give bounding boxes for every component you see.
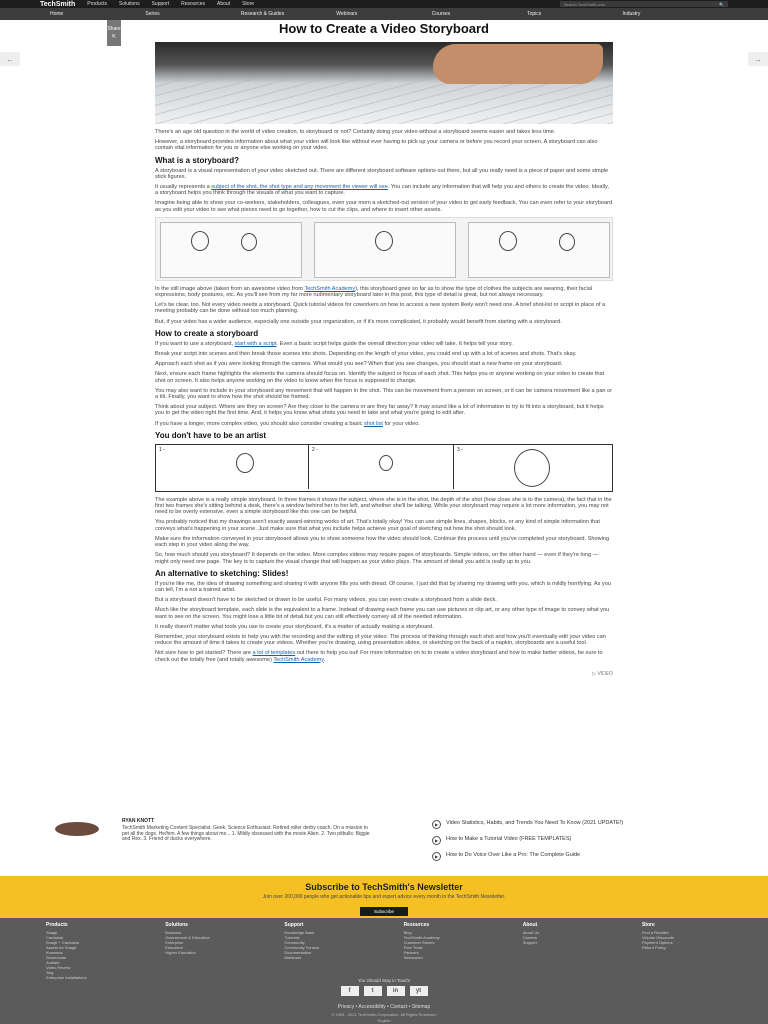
top-link-products[interactable]: Products	[87, 1, 107, 7]
heading-slides: An alternative to sketching: Slides!	[155, 568, 289, 578]
footer-column-title[interactable]: Support	[284, 922, 304, 928]
article	[155, 22, 613, 677]
link-templates[interactable]: a lot of templates	[252, 650, 296, 657]
footer-column	[165, 922, 245, 980]
footer-link[interactable]: About Us	[522, 930, 540, 935]
legal-links[interactable]: Privacy • Accessibility • Contact • Sitemap	[337, 1004, 431, 1010]
play-icon: ▶	[432, 852, 441, 861]
footer-link[interactable]: Enterprise Installations	[46, 975, 87, 980]
share-label: Share	[107, 26, 121, 32]
twitter-icon[interactable]: t	[364, 986, 382, 996]
footer-link[interactable]: TechSmith Academy	[403, 935, 440, 940]
paragraph: But, if your video has a wider audience, especially one outside your organization, or if it's more complicated, it probably would benefit from starting with a storyboard.	[155, 318, 562, 325]
nav-courses[interactable]: Courses	[431, 11, 451, 17]
footer-link[interactable]: Knowmia	[46, 950, 63, 955]
paragraph: Remember, your storyboard exists to help you with the recording and the editing of your video. The process of thinking through each shot and how you'll eventually edit your video can reduce the amount of time it takes to create your videos. Whether you're drawing, using presentation slides, or sketching on the back of a napkin, storyboards are a useful tool.	[155, 633, 606, 647]
paragraph: If you want to use a storyboard, start with a script. Even a basic script helps guide the overall direction your video will take. It helps tell your story.	[155, 340, 513, 347]
nav-series[interactable]: Series	[145, 11, 160, 17]
footer-link[interactable]: Community	[284, 940, 305, 945]
nav-home[interactable]: Home	[50, 11, 64, 17]
footer-column-title[interactable]: Solutions	[165, 922, 188, 928]
footer-link[interactable]: Payment Options	[641, 940, 673, 945]
paragraph: Approach each shot as if you were looking through the camera. What would you see? When that you see changes, you should start a new frame on your storyboard.	[155, 361, 563, 368]
footer-link[interactable]: Audiate	[46, 960, 60, 965]
tag-icon: ▷	[592, 670, 598, 677]
footer-column	[46, 922, 126, 980]
paragraph: You may also want to include in your storyboard any movement that will happen in the shot. This can be movement from a person on screen, or it can be camera movement like a pan or a tilt. Finally, you want to show how the shot should be framed.	[155, 387, 613, 401]
tag-video[interactable]: ▷ VIDEO	[592, 670, 613, 677]
footer-link[interactable]: Customer Stories	[403, 940, 435, 945]
facebook-icon[interactable]: f	[341, 986, 359, 996]
link-start-with-script[interactable]: start with a script	[234, 340, 277, 347]
footer-link[interactable]: Tutorials	[284, 935, 300, 940]
paragraph: A storyboard is a visual representation of your video sketched out. There are different storyboard software options out there, but all you really need is a piece of paper and some simple stick figures.	[155, 167, 609, 180]
related-post[interactable]: ▶ Video Statistics, Habits, and Trends You Need To Know (2021 UPDATE!)	[432, 820, 722, 829]
paragraph: Break your script into scenes and then break those scenes into shots. Depending on the length of your video, you could end up with a lot of scenes and shots. That's okay.	[155, 351, 577, 358]
footer-link[interactable]: Newsroom	[403, 955, 423, 960]
heading-how-to-create: How to create a storyboard	[155, 328, 259, 338]
share-icon: ⇱	[111, 34, 117, 40]
prev-arrow-icon[interactable]: ←	[0, 52, 20, 66]
footer-column	[642, 922, 722, 980]
link-techsmith-academy-2[interactable]: TechSmith Academy	[273, 656, 324, 663]
top-link-support[interactable]: Support	[151, 1, 170, 7]
paragraph: You probably noticed that my drawings aren't exactly award-winning works of art. That's totally okay! You can use simple lines, shapes, blocks, or any kind of simple information that conveys what's happening in your scene. Just make sure that what you include helps achieve your goal of sketching out how the shot should look.	[155, 519, 600, 532]
footer-link[interactable]: Community Forums	[284, 945, 320, 950]
footer-link[interactable]: Higher Education	[165, 950, 196, 955]
language-selector[interactable]: English	[377, 1018, 391, 1023]
paragraph: It really doesn't matter what tools you use to create your storyboard, it's a matter of actually making a storyboard.	[155, 623, 434, 630]
top-bar	[0, 0, 768, 8]
footer-link[interactable]: Find a Reseller	[641, 930, 669, 935]
footer-column-title[interactable]: Products	[46, 922, 68, 928]
play-icon: ▶	[432, 836, 441, 845]
paragraph: Next, ensure each frame highlights the elements the camera should focus on. Identify the subject or focus of each shot. This helps you or anyone working on your video to create that shot on screen. It also helps anyone working on the video to know when the focus is supposed to change.	[155, 371, 605, 384]
newsletter-title: Subscribe to TechSmith's Newsletter	[305, 882, 463, 892]
related-post[interactable]: ▶ How to Do Voice Over Like a Pro: The Complete Guide	[432, 852, 722, 861]
heading-what-is-storyboard: What is a storyboard?	[155, 155, 240, 165]
link-subject-shot[interactable]: subject of the shot, the shot type and any movement the viewer will see	[211, 184, 388, 191]
paragraph: If you're like me, the idea of drawing something and sharing it with anyone fills you with dread. Of course, I just did that by sharing my drawing with you, which is mildly horrifying. As you can tell, I'm a not a trained artist.	[155, 580, 611, 593]
footer-link[interactable]: Assets for Snagit	[46, 945, 77, 950]
hero-image	[155, 42, 613, 124]
footer-link[interactable]: Partners	[403, 950, 419, 955]
footer-link[interactable]: Government & Education	[165, 935, 210, 940]
social-section	[0, 978, 768, 996]
footer-column-title[interactable]: Store	[641, 922, 655, 928]
footer-column	[404, 922, 484, 980]
top-link-resources[interactable]: Resources	[181, 1, 205, 7]
paragraph: The example above is a really simple storyboard. In three frames it shows the subject, where she is in the shot, the depth of the shot (how close she is to the camera), the fact that in the first two frames she's sitting behind a desk, there's a window behind her to her left, and whether she'll be talking. While your storyboard may require a lot more information, you may not need to be overly extensive, even a simple storyboard like this one can be helpful.	[155, 496, 612, 516]
paragraph: Not sure how to get started? There are a lot of templates out there to help you out! For more information on to to create a video storyboard and how to make better videos, be sure to check out the totally free (and totally awesome) TechSmith Academy.	[155, 650, 603, 663]
footer-link[interactable]: Return Policy	[641, 945, 666, 950]
simple-storyboard-sketch	[155, 444, 613, 492]
search-input[interactable]: Search TechSmith.com 🔍	[560, 1, 728, 7]
footer-link[interactable]: Jing	[46, 970, 54, 975]
paragraph: So, how much should you storyboard? It depends on the video. More complex videos may require pages of storyboards. Simple videos, on the other hand — even if they're long — might only need one page. The key is to capture the visual change that will happen as your video plays. The amount of detail you add is really up to you.	[155, 552, 599, 565]
paragraph: However, a storyboard provides information about what your video will look like without ever having to pick up your camera or before you record your screen. A storyboard can also contain vital information for you or anyone else working on your video.	[155, 139, 598, 152]
related-posts	[432, 820, 722, 868]
main-nav	[0, 8, 768, 20]
footer-link[interactable]: Webinars	[284, 955, 302, 960]
footer-link[interactable]: Support	[522, 940, 537, 945]
footer-link[interactable]: Enterprise	[165, 940, 184, 945]
storyboard-still-image	[155, 217, 613, 281]
footer-column	[284, 922, 364, 980]
paragraph: There's an age old question in the world of video creation, to storyboard or not? Certainly doing your video without a storyboard seems easier and takes less time.	[155, 129, 556, 135]
footer-column-title[interactable]: Resources	[403, 922, 430, 928]
top-link-store[interactable]: Store	[242, 1, 255, 7]
paragraph: If you have a longer, more complex video, you should also consider creating a basic shot list for your video.	[155, 420, 420, 427]
footer-column-title[interactable]: About	[522, 922, 538, 928]
footer-link[interactable]: Camtasia	[46, 935, 63, 940]
youtube-icon[interactable]: yt	[410, 986, 428, 996]
paragraph: Think about your subject. Where are they on screen? Are they close to the camera or are they far away? It may sound like a lot of information to try to fit into a storyboard, but it helps you to get the video right the first time. And, it helps you know what shots you need to take and what you're going to edit after.	[155, 404, 604, 417]
social-title: You Should Stay in Touch!	[357, 978, 411, 983]
search-icon[interactable]: 🔍	[719, 1, 724, 7]
share-widget[interactable]	[107, 20, 121, 46]
top-link-solutions[interactable]: Solutions	[119, 1, 140, 7]
footer-link[interactable]: Documentation	[284, 950, 312, 955]
next-arrow-icon[interactable]: →	[748, 52, 768, 66]
footer-link[interactable]: Careers	[522, 935, 537, 940]
paragraph: Much like the storyboard template, each slide is the equivalent to a frame. Instead of drawing each frame you can use pictures or clip art, or any other type of image to convey what you want to see on the screen. You might lose a little bit of detail but you can still effectively convey all of the needed information.	[155, 607, 610, 620]
subscribe-button[interactable]: Subscribe	[360, 907, 408, 916]
link-shot-list[interactable]: shot list	[363, 420, 383, 427]
copyright: © 1995 - 2021 TechSmith Corporation. All Rights Reserved.	[331, 1012, 437, 1017]
paragraph: Make sure the information conveyed in your storyboard allows you to show someone how the video should look. Continue this process until you've completed your storyboard. Showing each step in your video along the way.	[155, 535, 610, 549]
frame-number: 3 -	[457, 446, 463, 453]
avatar	[55, 822, 99, 836]
footer-link[interactable]: Video Review	[46, 965, 71, 970]
paragraph: In the still image above (taken from an awesome video from TechSmith Academy), this storyboard goes so far as to show the type of clothes the subjects are wearing, their facial expressions, body postures, etc. As you'll see from my far more rudimentary storyboard later in this post, this type of detail is great, but not always necessary.	[155, 285, 593, 299]
top-link-about[interactable]: About	[217, 1, 231, 7]
author-name[interactable]: RYAN KNOTT	[122, 818, 155, 824]
link-techsmith-academy[interactable]: TechSmith Academy	[304, 285, 356, 292]
footer-link[interactable]: Snagit	[46, 930, 58, 935]
paragraph: It usually represents a subject of the shot, the shot type and any movement the viewer will see. You can include any information that will help you and others to create the video. Ideally, a storyboard helps you think through the visuals of what you want to capture.	[155, 184, 609, 197]
techsmith-logo[interactable]: TechSmith	[40, 0, 76, 8]
paragraph: But a storyboard doesn't have to be sketched or drawn to be useful. For many videos, you can even create a storyboard from a slide deck.	[155, 597, 497, 604]
frame-number: 2 -	[312, 446, 318, 453]
footer-link[interactable]: Education	[165, 945, 183, 950]
footer-link[interactable]: Knowledge Base	[284, 930, 315, 935]
footer-link[interactable]: Snagit + Camtasia	[46, 940, 79, 945]
author-bio: TechSmith Marketing Content Specialist. Geek. Science Enthusiast. Retired roller derby coach. On a mission to pet all the dogs. He/him. A few things about me... 1. Mildly obsessed with the movie Alien. 2. Two pitbulls: Biggie and Rex. 3. Friend of ducks everywhere.	[122, 825, 370, 843]
paragraph: Let's be clear, too. Not every video needs a storyboard. Quick tutorial videos for coworkers on how to access a new system likely won't need one. A brief shot-list or script in place of a meeting probably can be done without too much planning.	[155, 302, 606, 315]
newsletter-subtitle: Join over 200,000 people who get actionable tips and expert advice every month in the TechSmith Newsletter.	[262, 894, 506, 900]
paragraph: Imagine being able to show your co-workers, stakeholders, colleagues, even your mom a sketched-out version of your video to get early feedback. You can even refer to your storyboard as you edit your video to see what pieces need to go together, how to cut the clips, and where to insert other assets.	[155, 200, 613, 213]
heading-not-an-artist: You don't have to be an artist	[155, 430, 267, 440]
nav-topics[interactable]: Topics	[527, 11, 542, 17]
related-post[interactable]: ▶ How to Make a Tutorial Video (FREE TEMPLATES)	[432, 836, 722, 845]
footer-link[interactable]: Volume Discounts	[641, 935, 674, 940]
newsletter-banner	[0, 876, 768, 918]
nav-industry[interactable]: Industry	[622, 11, 641, 17]
footer	[0, 918, 768, 1024]
footer-link[interactable]: Business	[165, 930, 182, 935]
linkedin-icon[interactable]: in	[387, 986, 405, 996]
frame-number: 1 -	[159, 446, 165, 453]
footer-column	[523, 922, 603, 980]
footer-link[interactable]: Free Trials	[403, 945, 423, 950]
nav-webinars[interactable]: Webinars	[336, 11, 358, 17]
play-icon: ▶	[432, 820, 441, 829]
nav-research-guides[interactable]: Research & Guides	[240, 11, 285, 17]
article-title: How to Create a Video Storyboard	[279, 21, 489, 36]
footer-link[interactable]: Blog	[403, 930, 412, 935]
footer-link[interactable]: Screencast	[46, 955, 67, 960]
